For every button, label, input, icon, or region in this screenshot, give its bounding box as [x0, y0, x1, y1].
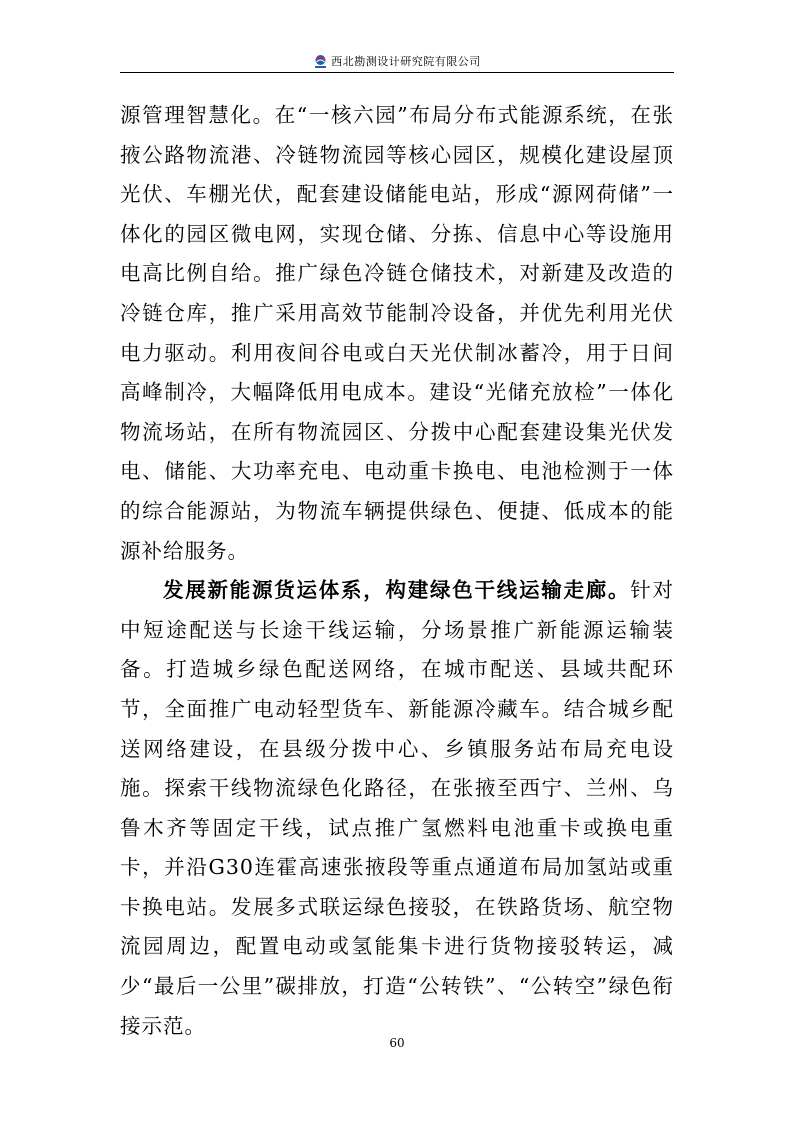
page-number: 60: [389, 1036, 405, 1050]
paragraph-2-text: 针对中短途配送与长途干线运输，分场景推广新能源运输装备。打造城乡绿色配送网络，在城市配送、县域共配环节，全面推广电动轻型货车、新能源冷藏车。结合城乡配送网络建设，在县级分拨中心、乡镇服务站布局充电设施。探索干线物流绿色化路径，在张掖至西宁、兰州、乌鲁木齐等固定干线，试点推广氢燃料电池重卡或换电重卡，并沿G30连霍高速张掖段等重点通道布局加氢站或重卡换电站。发展多式联运绿色接驳，在铁路货场、航空物流园周边，配置电动或氢能集卡进行货物接驳转运，减少“最后一公里”碳排放，打造“公转铁”、“公转空”绿色衔接示范。: [120, 578, 674, 1038]
paragraph-2-heading: 发展新能源货运体系，构建绿色干线运输走廊。: [163, 578, 631, 603]
paragraph-2: [120, 571, 674, 1046]
company-name: 西北勘测设计研究院有限公司: [331, 55, 481, 68]
document-body: [120, 96, 674, 1046]
page-header: [120, 50, 674, 73]
paragraph-1: [120, 96, 674, 571]
company-logo-icon: [313, 54, 328, 69]
paragraph-1-text: 源管理智慧化。在“一核六园”布局分布式能源系统，在张掖公路物流港、冷链物流园等核心园区，规模化建设屋顶光伏、车棚光伏，配套建设储能电站，形成“源网荷储”一体化的园区微电网，实现仓储、分拣、信息中心等设施用电高比例自给。推广绿色冷链仓储技术，对新建及改造的冷链仓库，推广采用高效节能制冷设备，并优先利用光伏电力驱动。利用夜间谷电或白天光伏制冰蓄冷，用于日间高峰制冷，大幅降低用电成本。建设“光储充放检”一体化物流场站，在所有物流园区、分拨中心配套建设集光伏发电、储能、大功率充电、电动重卡换电、电池检测于一体的综合能源站，为物流车辆提供绿色、便捷、低成本的能源补给服务。: [120, 103, 674, 563]
